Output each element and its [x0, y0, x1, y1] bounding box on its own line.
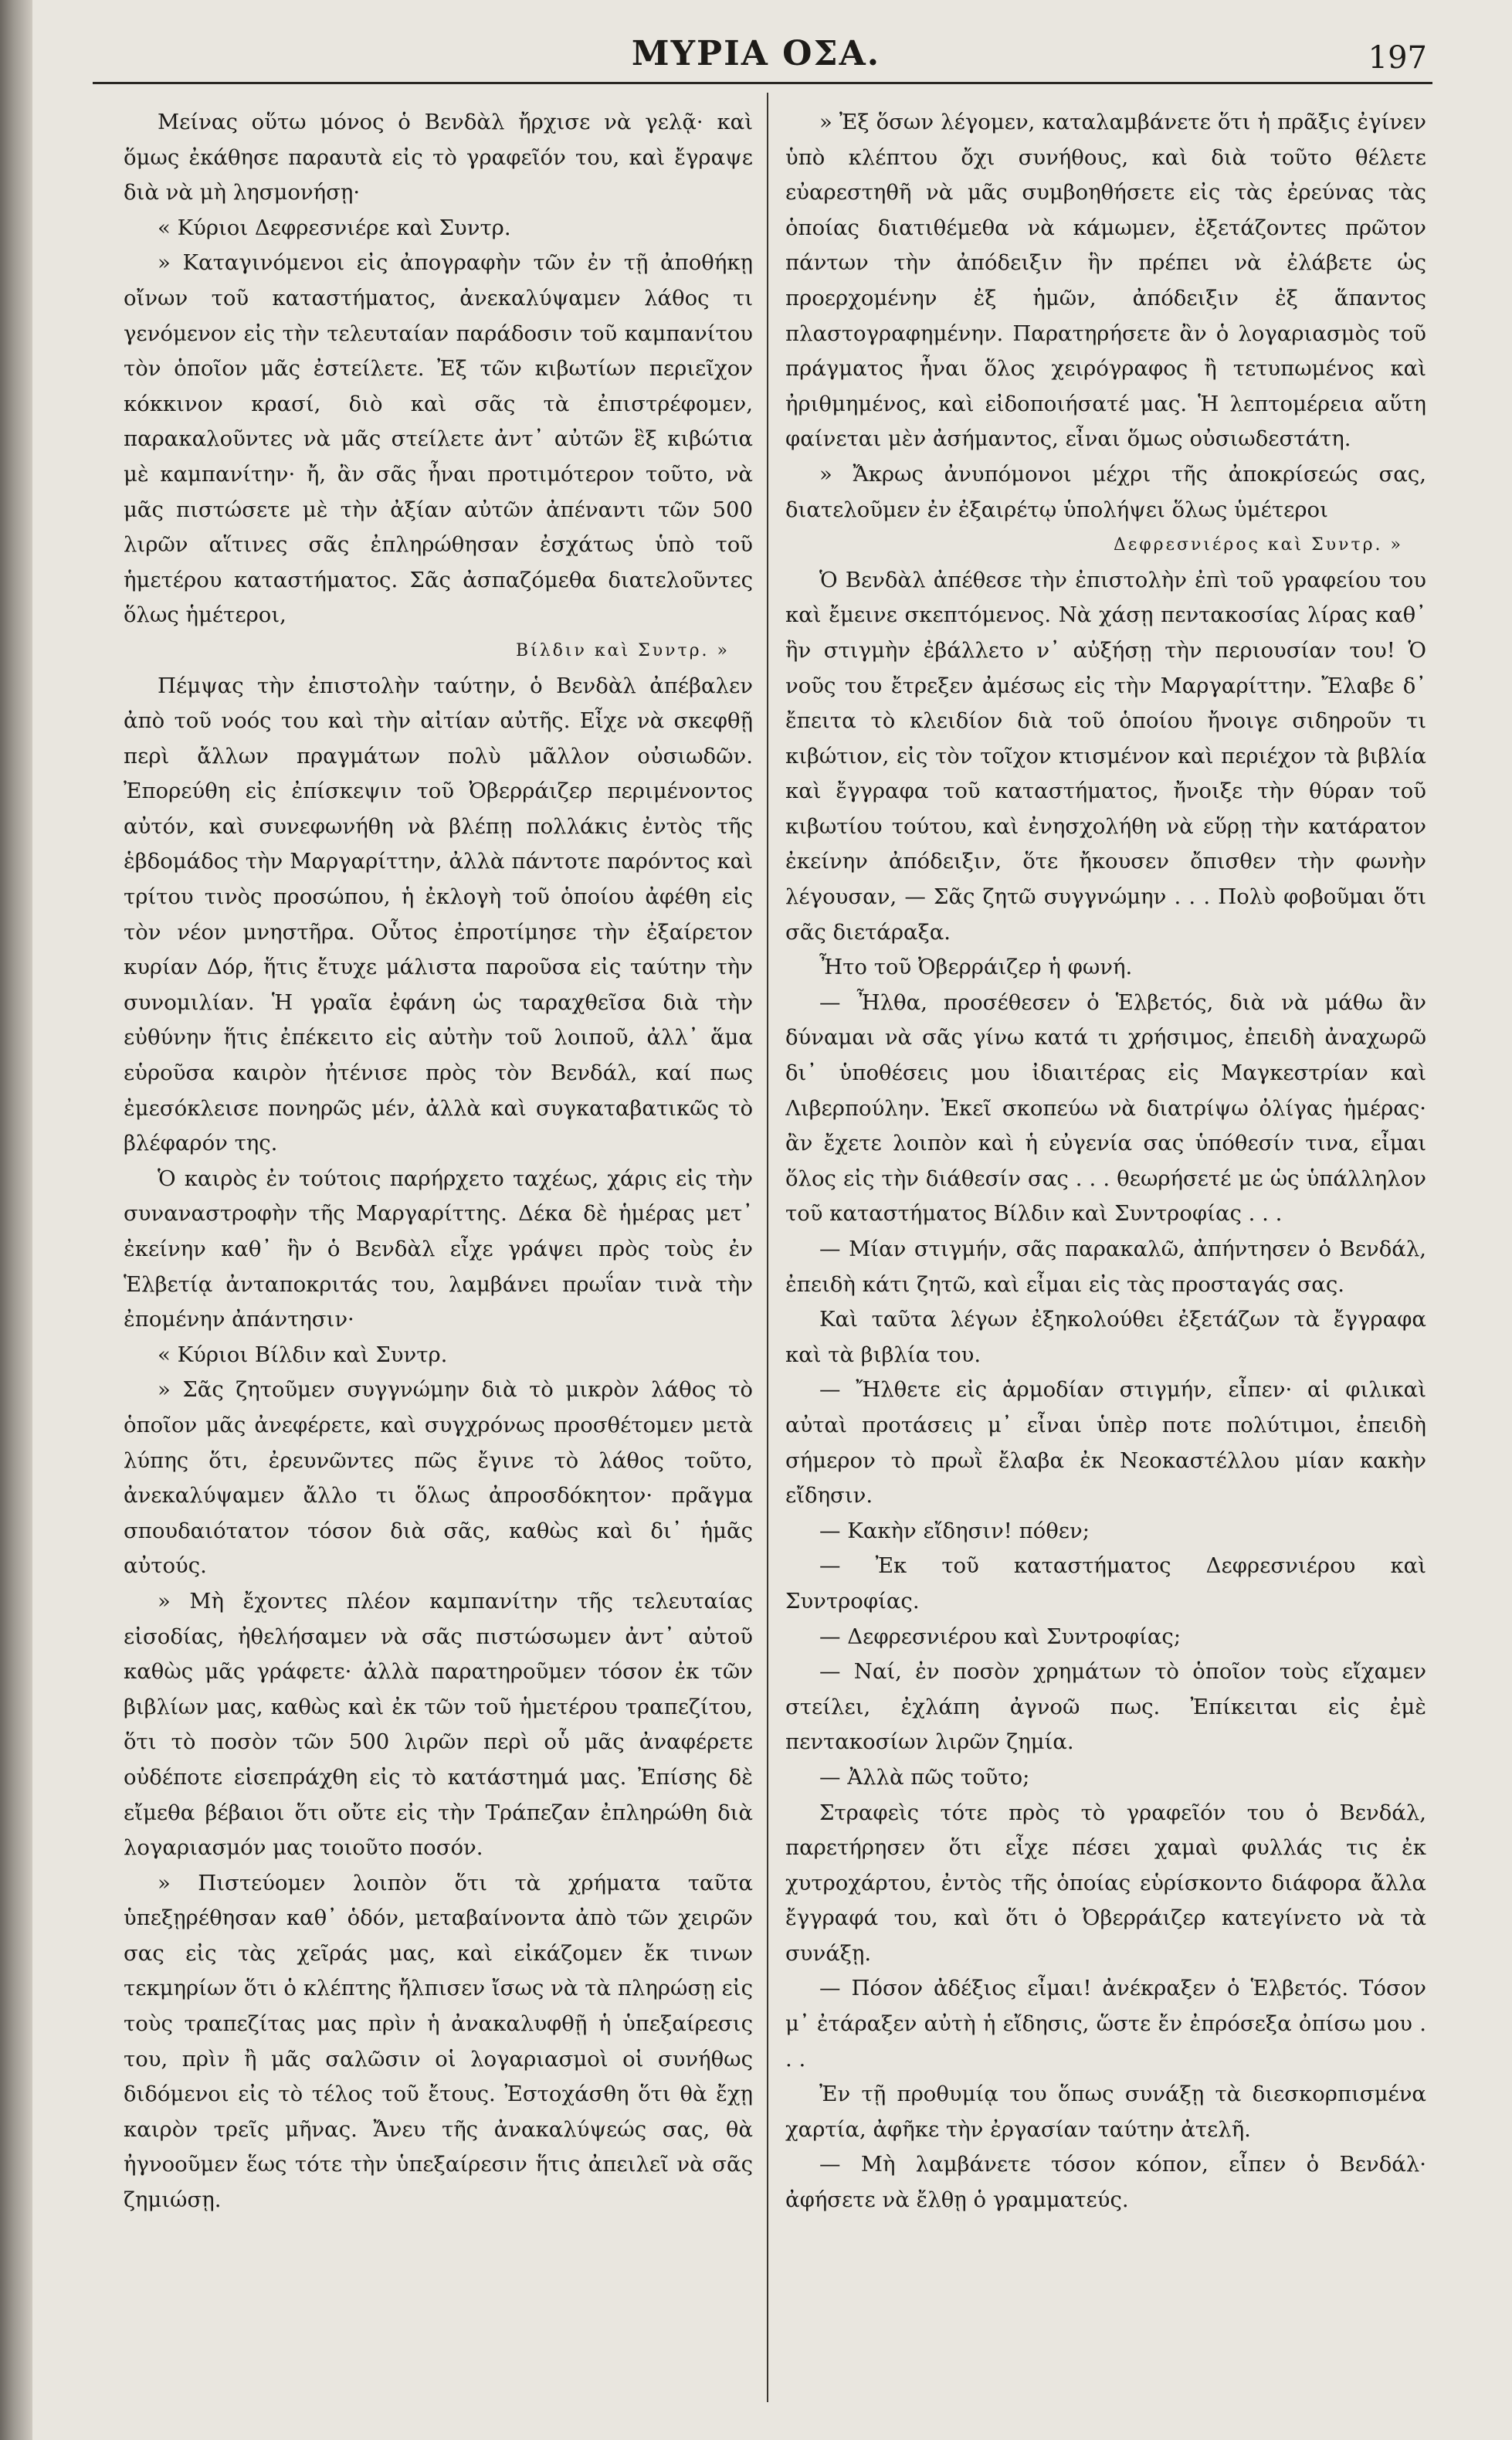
- letter-paragraph: » Σᾶς ζητοῦμεν συγγνώμην διὰ τὸ μικρὸν λάθος τὸ ὁποῖον μᾶς ἀνεφέρετε, καὶ συγχρόνως προσθέτομεν μετὰ λύπης ὅτι, ἐρευνῶντες πῶς ἔγινε τὸ λάθος τοῦτο, ἀνεκαλύψαμεν ἄλλο τι ὅλως ἀπροσδόκητον· πρᾶγμα σπουδαιότατον τόσον διὰ σᾶς, καθὼς καὶ δι᾽ ἡμᾶς αὐτούς.: [124, 1377, 753, 1579]
- right-column: [785, 105, 1426, 2415]
- running-title: ΜΥΡΙΑ ΟΣΑ.: [631, 34, 881, 73]
- page-number: 197: [1368, 40, 1427, 76]
- dialogue-line: — Ἐκ τοῦ καταστήματος Δεφρεσνιέρου καὶ Συντροφίας.: [785, 1553, 1426, 1614]
- dialogue-line: — Δεφρεσνιέρου καὶ Συντροφίας;: [819, 1624, 1181, 1649]
- paragraph: Ἐν τῇ προθυμίᾳ του ὅπως συνάξῃ τὰ διεσκορπισμένα χαρτία, ἀφῆκε τὴν ἐργασίαν ταύτην ἀτελῆ.: [785, 2082, 1426, 2142]
- letter-salutation: « Κύριοι Δεφρεσνιέρε καὶ Συντρ.: [158, 215, 511, 240]
- column-divider: [767, 93, 768, 2402]
- paragraph: Ὁ καιρὸς ἐν τούτοις παρήρχετο ταχέως, χάρις εἰς τὴν συναναστροφὴν τῆς Μαργαρίττης. Δέκα δὲ ἡμέρας μετ᾽ ἐκείνην καθ᾽ ἣν ὁ Βενδὰλ εἶχε γράψει πρὸς τοὺς ἐν Ἑλβετίᾳ ἀνταποκριτάς του, λαμβάνει πρωΐαν τινὰ τὴν ἐπομένην ἀπάντησιν·: [124, 1166, 753, 1332]
- dialogue-line: — Ἤλθετε εἰς ἁρμοδίαν στιγμήν, εἶπεν· αἱ φιλικαὶ αὐταὶ προτάσεις μ᾽ εἶναι ὑπὲρ ποτε πολύτιμοι, ἐπειδὴ σήμερον τὸ πρωῒ ἔλαβα ἐκ Νεοκαστέλλου μίαν κακὴν εἴδησιν.: [785, 1377, 1426, 1508]
- left-column: [124, 105, 753, 2415]
- dialogue-line: — Μὴ λαμβάνετε τόσον κόπον, εἶπεν ὁ Βενδάλ· ἀφήσετε νὰ ἔλθῃ ὁ γραμματεύς.: [785, 2152, 1426, 2213]
- dialogue-line: — Κακὴν εἴδησιν! πόθεν;: [819, 1518, 1090, 1543]
- letter-signature: Βίλδιν καὶ Συντρ. »: [515, 640, 730, 660]
- letter-paragraph: » Ἐξ ὅσων λέγομεν, καταλαμβάνετε ὅτι ἡ πρᾶξις ἐγίνεν ὑπὸ κλέπτου ὄχι συνήθους, καὶ διὰ τοῦτο θέλετε εὐαρεστηθῆ νὰ μᾶς συμβοηθήσετε εἰς τὰς ἐρεύνας τὰς ὁποίας διατιθέμεθα νὰ κάμωμεν, ἐξετάζοντες πρῶτον πάντων τὴν ἀπόδειξιν ἣν πρέπει νὰ ἐλάβετε ὡς προερχομένην ἐξ ἡμῶν, ἀπόδειξιν ἐξ ἅπαντος πλαστογραφημένην. Παρατηρήσετε ἂν ὁ λογαριασμὸς τοῦ πράγματος ἦναι ὅλος χειρόγραφος ἢ τετυπωμένος καὶ ἠριθμημένος, καὶ εἰδοποιήσατέ μας. Ἡ λεπτομέρεια αὕτη φαίνεται μὲν ἀσήμαντος, εἶναι ὅμως οὐσιωδεστάτη.: [785, 110, 1426, 452]
- paragraph: Πέμψας τὴν ἐπιστολὴν ταύτην, ὁ Βενδὰλ ἀπέβαλεν ἀπὸ τοῦ νοός του καὶ τὴν αἰτίαν αὐτῆς. Εἶχε νὰ σκεφθῇ περὶ ἄλλων πραγμάτων πολὺ μᾶλλον οὐσιωδῶν. Ἐπορεύθη εἰς ἐπίσκεψιν τοῦ Ὀβερράιζερ περιμένοντος αὐτόν, καὶ συνεφωνήθη νὰ βλέπῃ πολλάκις ἐντὸς τῆς ἑβδομάδος τὴν Μαργαρίττην, ἀλλὰ πάντοτε παρόντος καὶ τρίτου τινὸς προσώπου, ἡ ἐκλογὴ τοῦ ὁποίου ἀφέθη εἰς τὸν νέον μνηστῆρα. Οὗτος ἐπροτίμησε τὴν ἐξαίρετον κυρίαν Δόρ, ἥτις ἔτυχε μάλιστα παροῦσα εἰς ταύτην τὴν συνομιλίαν. Ἡ γραῖα ἐφάνη ὡς ταραχθεῖσα διὰ τὴν εὐθύνην ἥτις ἐπέκειτο εἰς αὐτὴν τοῦ λοιποῦ, ἀλλ᾽ ἅμα εὑροῦσα καιρὸν ἠτένισε πρὸς τὸν Βενδάλ, καί πως ἐμεσόκλεισε πονηρῶς μέν, ἀλλὰ καὶ συγκαταβατικῶς τὸ βλέφαρόν της.: [124, 673, 753, 1156]
- paragraph: Ὁ Βενδὰλ ἀπέθεσε τὴν ἐπιστολὴν ἐπὶ τοῦ γραφείου του καὶ ἔμεινε σκεπτόμενος. Νὰ χάσῃ πεντακοσίας λίρας καθ᾽ ἣν στιγμὴν ἐβάλλετο ν᾽ αὐξήσῃ τὴν περιουσίαν του! Ὁ νοῦς του ἔτρεξεν ἀμέσως εἰς τὴν Μαργαρίττην. Ἔλαβε δ᾽ ἔπειτα τὸ κλειδίον διὰ τοῦ ὁποίου ἤνοιγε σιδηροῦν τι κιβώτιον, εἰς τὸν τοῖχον κτισμένον καὶ περιέχον τὰ βιβλία καὶ ἔγγραφα τοῦ καταστήματος, ἤνοιξε τὴν θύραν τοῦ κιβωτίου τούτου, καὶ ἐνησχολήθη νὰ εὕρῃ τὴν κατάρατον ἐκείνην ἀπόδειξιν, ὅτε ἤκουσεν ὄπισθεν τὴν φωνὴν λέγουσαν, — Σᾶς ζητῶ συγγνώμην . . . Πολὺ φοβοῦμαι ὅτι σᾶς διετάραξα.: [785, 567, 1426, 945]
- letter-paragraph: » Μὴ ἔχοντες πλέον καμπανίτην τῆς τελευταίας εἰσοδίας, ἠθελήσαμεν νὰ σᾶς πιστώσωμεν ἀντ᾽ αὐτοῦ καθὼς μᾶς γράφετε· ἀλλὰ παρατηροῦμεν τόσον ἐκ τῶν βιβλίων μας, καθὼς καὶ ἐκ τῶν τοῦ ἡμετέρου τραπεζίτου, ὅτι τὸ ποσὸν τῶν 500 λιρῶν περὶ οὗ μᾶς ἀναφέρετε οὐδέποτε εἰσεπράχθη εἰς τὸ κατάστημά μας. Ἐπίσης δὲ εἴμεθα βέβαιοι ὅτι οὔτε εἰς τὴν Τράπεζαν ἐπληρώθη διὰ λογαριασμόν μας τοιοῦτο ποσόν.: [124, 1588, 753, 1861]
- page-binding-shadow: [0, 0, 32, 2440]
- letter-salutation: « Κύριοι Βίλδιν καὶ Συντρ.: [158, 1342, 448, 1367]
- paragraph: Στραφεὶς τότε πρὸς τὸ γραφεῖόν του ὁ Βενδάλ, παρετήρησεν ὅτι εἶχε πέσει χαμαὶ φυλλάς τις ἐκ χυτροχάρτου, ἐντὸς τῆς ὁποίας εὑρίσκοντο διάφορα ἄλλα ἔγγραφά του, καὶ ὅτι ὁ Ὀβερράιζερ κατεγίνετο νὰ τὰ συνάξῃ.: [785, 1800, 1426, 1966]
- dialogue-line: — Ἦλθα, προσέθεσεν ὁ Ἑλβετός, διὰ νὰ μάθω ἂν δύναμαι νὰ σᾶς γίνω κατά τι χρήσιμος, ἐπειδὴ ἀναχωρῶ δι᾽ ὑποθέσεις μου ἰδιαιτέρας εἰς Μαγκεστρίαν καὶ Λιβερπούλην. Ἐκεῖ σκοπεύω νὰ διατρίψω ὀλίγας ἡμέρας· ἂν ἔχετε λοιπὸν καὶ ἡ εὐγενία σας ὑπόθεσίν τινα, εἶμαι ὅλος εἰς τὴν διάθεσίν σας . . . θεωρήσετέ με ὡς ὑπάλληλον τοῦ καταστήματος Βίλδιν καὶ Συντροφίας . . .: [785, 989, 1426, 1227]
- dialogue-line: — Πόσον ἀδέξιος εἶμαι! ἀνέκραξεν ὁ Ἑλβετός. Τόσον μ᾽ ἐτάραξεν αὐτὴ ἡ εἴδησις, ὥστε ἔν ἐπρόσεξα ὀπίσω μου . . .: [785, 1976, 1426, 2072]
- letter-signature: Δεφρεσνιέρος καὶ Συντρ. »: [1113, 535, 1403, 555]
- dialogue-line: — Μίαν στιγμήν, σᾶς παρακαλῶ, ἀπήντησεν ὁ Βενδάλ, ἐπειδὴ κάτι ζητῶ, καὶ εἶμαι εἰς τὰς προσταγάς σας.: [785, 1237, 1426, 1297]
- letter-paragraph: » Ἄκρως ἀνυπόμονοι μέχρι τῆς ἀποκρίσεώς σας, διατελοῦμεν ἐν ἐξαιρέτῳ ὑπολήψει ὅλως ὑμέτεροι: [785, 461, 1426, 522]
- paragraph: Μείνας οὕτω μόνος ὁ Βενδὰλ ἤρχισε νὰ γελᾷ· καὶ ὅμως ἐκάθησε παραυτὰ εἰς τὸ γραφεῖόν του, καὶ ἔγραψε διὰ νὰ μὴ λησμονήσῃ·: [124, 110, 753, 205]
- paragraph: Ἦτο τοῦ Ὀβερράιζερ ἡ φωνή.: [819, 955, 1133, 980]
- dialogue-line: — Ἀλλὰ πῶς τοῦτο;: [819, 1764, 1030, 1790]
- paragraph: Καὶ ταῦτα λέγων ἐξηκολούθει ἐξετάζων τὰ ἔγγραφα καὶ τὰ βιβλία του.: [785, 1307, 1426, 1367]
- letter-paragraph: » Πιστεύομεν λοιπὸν ὅτι τὰ χρήματα ταῦτα ὑπεξῃρέθησαν καθ᾽ ὁδόν, μεταβαίνοντα ἀπὸ τῶν χειρῶν σας εἰς τὰς χεῖράς μας, καὶ εἰκάζομεν ἔκ τινων τεκμηρίων ὅτι ὁ κλέπτης ἤλπισεν ἴσως νὰ τὰ πληρώσῃ εἰς τοὺς τραπεζίτας μας πρὶν ἡ ἀνακαλυφθῇ ἡ ὑπεξαίρεσις του, πρὶν ἢ μᾶς σαλῶσιν οἱ λογαριασμοὶ οἱ συνήθως διδόμενοι εἰς τὸ τέλος τοῦ ἔτους. Ἐστοχάσθη ὅτι θὰ ἔχῃ καιρὸν τρεῖς μῆνας. Ἄνευ τῆς ἀνακαλύψεώς σας, θὰ ἠγνοοῦμεν ἕως τότε τὴν ὑπεξαίρεσιν ἥτις ἀπειλεῖ νὰ σᾶς ζημιώσῃ.: [124, 1870, 753, 2213]
- letter-paragraph: » Καταγινόμενοι εἰς ἀπογραφὴν τῶν ἐν τῇ ἀποθήκῃ οἴνων τοῦ καταστήματος, ἀνεκαλύψαμεν λάθος τι γενόμενον εἰς τὴν τελευταίαν παράδοσιν τοῦ καμπανίτου τὸν ὁποῖον μᾶς ἐστείλετε. Ἐξ τῶν κιβωτίων περιεῖχον κόκκινον κρασί, διὸ καὶ σᾶς τὰ ἐπιστρέφομεν, παρακαλοῦντες νὰ μᾶς στείλετε ἀντ᾽ αὐτῶν ἓξ κιβώτια μὲ καμπανίτην· ἤ, ἂν σᾶς ἦναι προτιμότερον τοῦτο, νὰ μᾶς πιστώσετε μὲ τὴν ἀξίαν αὐτῶν ἀπέναντι τῶν 500 λιρῶν αἵτινες σᾶς ἐπληρώθησαν ἐσχάτως ὑπὸ τοῦ ἡμετέρου καταστήματος. Σᾶς ἀσπαζόμεθα διατελοῦντες ὅλως ἡμέτεροι,: [124, 250, 753, 628]
- header-rule: [93, 82, 1432, 84]
- dialogue-line: — Ναί, ἐν ποσὸν χρημάτων τὸ ὁποῖον τοὺς εἴχαμεν στείλει, ἐχλάπη ἀγνοῶ πως. Ἐπίκειται εἰς ἐμὲ πεντακοσίων λιρῶν ζημία.: [785, 1659, 1426, 1755]
